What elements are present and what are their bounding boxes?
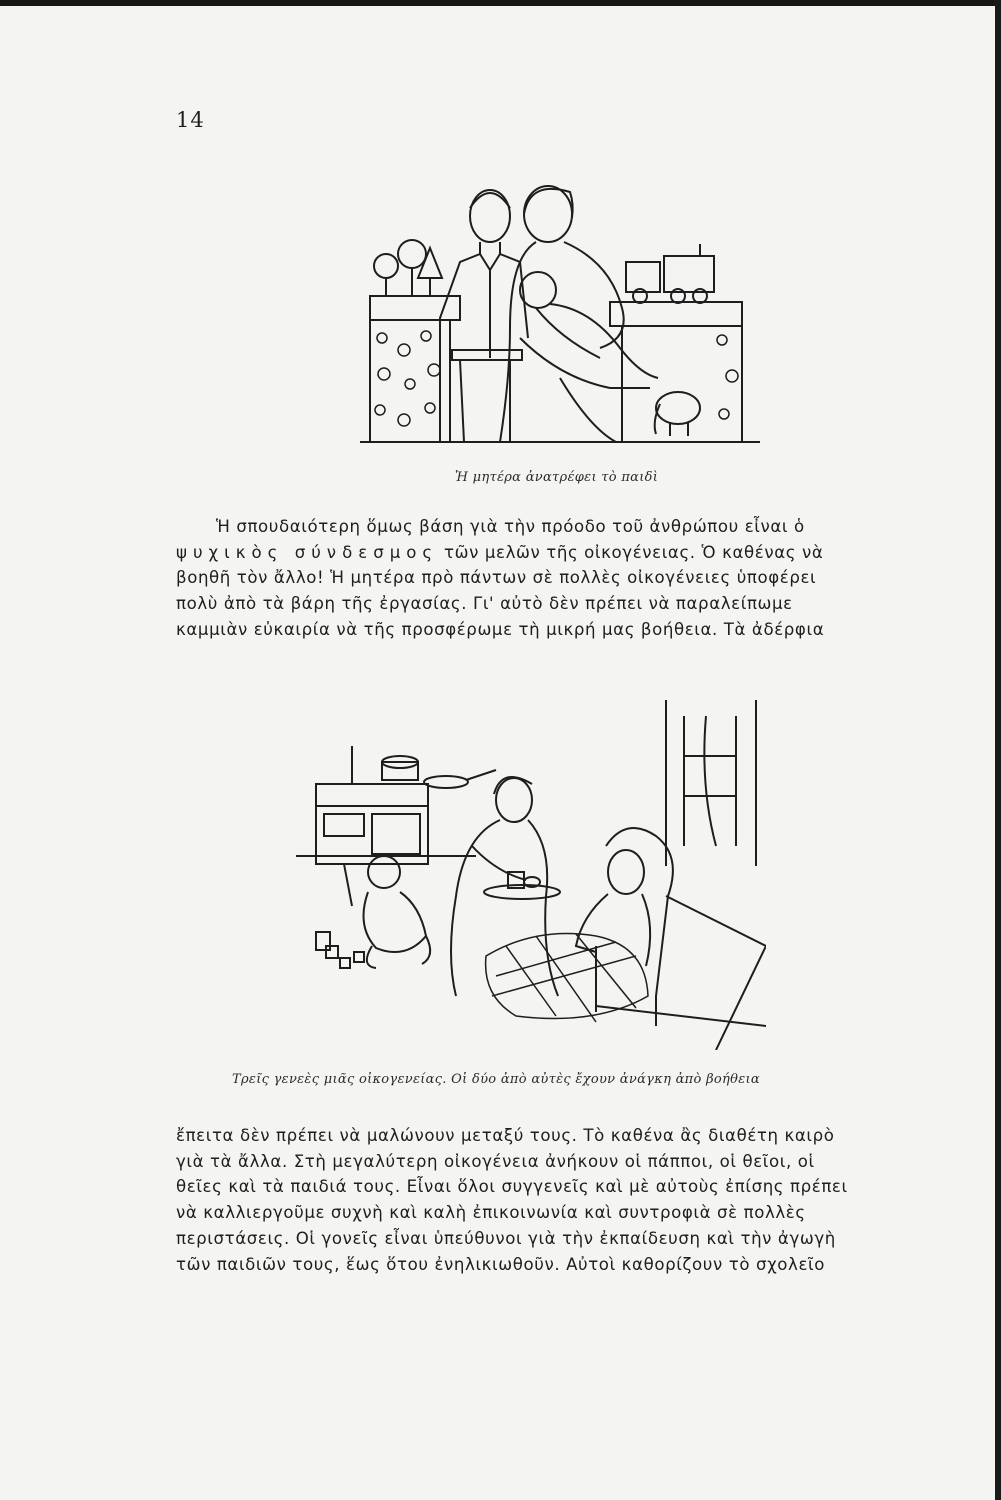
figure-2-caption: Τρεῖς γενεὲς μιᾶς οἰκογενείας. Οἱ δύο ἀπὸ αὐτὲς ἔχουν ἀνάγκη ἀπὸ βοήθεια xyxy=(232,1072,760,1087)
armchair-icon xyxy=(596,828,673,1026)
stove-icon xyxy=(316,746,496,906)
paragraph-2-line-1: ἔπειτα δὲν πρέπει νὰ μαλώνουν μεταξύ τους. Τὸ καθένα ἂς διαθέτη καιρὸ xyxy=(176,1126,835,1145)
toy-train-icon xyxy=(626,244,714,303)
scan-top-edge xyxy=(0,0,1001,6)
paragraph-1 xyxy=(176,514,906,643)
paragraph-1-line-4: πολὺ ἀπὸ τὰ βάρη τῆς ἐργασίας. Γι' αὐτὸ δὲν πρέπει νὰ παραλείπωμε xyxy=(176,594,793,614)
page-number: 14 xyxy=(176,108,205,132)
serving-tray-icon xyxy=(484,872,560,899)
paragraph-1-line-1: Ἡ σπουδαιότερη ὅμως βάση γιὰ τὴν πρόοδο τοῦ ἀνθρώπου εἶναι ὁ xyxy=(216,517,805,536)
paragraph-1-line-2: ψυχικὸς σύνδεσμος τῶν μελῶν τῆς οἰκογένειας. Ὁ καθένας νὰ xyxy=(176,542,824,562)
paragraph-1-line-3: βοηθῆ τὸν ἄλλο! Ἡ μητέρα πρὸ πάντων σὲ πολλὲς οἰκογένειες ὑποφέρει xyxy=(176,568,817,588)
child-figure xyxy=(364,856,431,968)
paragraph-2-line-2: γιὰ τὰ ἄλλα. Στὴ μεγαλύτερη οἰκογένεια ἀνήκουν οἱ πάπποι, οἱ θεῖοι, οἱ xyxy=(176,1151,815,1171)
paragraph-2-line-6: τῶν παιδιῶν τους, ἕως ὅτου ἐνηλικιωθοῦν. Αὐτοὶ καθορίζουν τὸ σχολεῖο xyxy=(176,1254,825,1274)
illustration-three-generations xyxy=(296,696,766,1050)
son-figure xyxy=(440,190,528,442)
figure-1-caption: Ἡ μητέρα ἀνατρέφει τὸ παιδὶ xyxy=(455,470,659,485)
window-icon xyxy=(666,700,756,866)
scan-right-edge xyxy=(995,0,1001,1500)
spaced-emphasis: ψυχικὸς σύνδεσμος xyxy=(176,542,439,562)
toy-trees-icon xyxy=(374,240,442,296)
mother-figure xyxy=(500,186,650,442)
paragraph-2-line-5: περιστάσεις. Οἱ γονεῖς εἶναι ὑπεύθυνοι γιὰ τὴν ἐκπαίδευση καὶ τὴν ἀγωγὴ xyxy=(176,1228,836,1248)
toy-blocks-icon xyxy=(316,932,364,968)
paragraph-2-line-4: νὰ καλλιεργοῦμε συχνὴ καὶ καλὴ ἐπικοινωνία καὶ συντροφιὰ σὲ πολλὲς xyxy=(176,1203,806,1223)
paragraph-2 xyxy=(176,1123,906,1277)
toy-elephant-icon xyxy=(655,392,700,436)
paragraph-2-line-3: θεῖες καὶ τὰ παιδιά τους. Εἶναι ὅλοι συγγενεῖς καὶ μὲ αὐτοὺς ἐπίσης πρέπει xyxy=(176,1177,848,1197)
illustration-mother-and-children xyxy=(360,178,760,456)
paragraph-1-line-5: καμμιὰν εὐκαιρία νὰ τῆς προσφέρωμε τὴ μικρή μας βοήθεια. Τὰ ἀδέρφια xyxy=(176,619,825,639)
